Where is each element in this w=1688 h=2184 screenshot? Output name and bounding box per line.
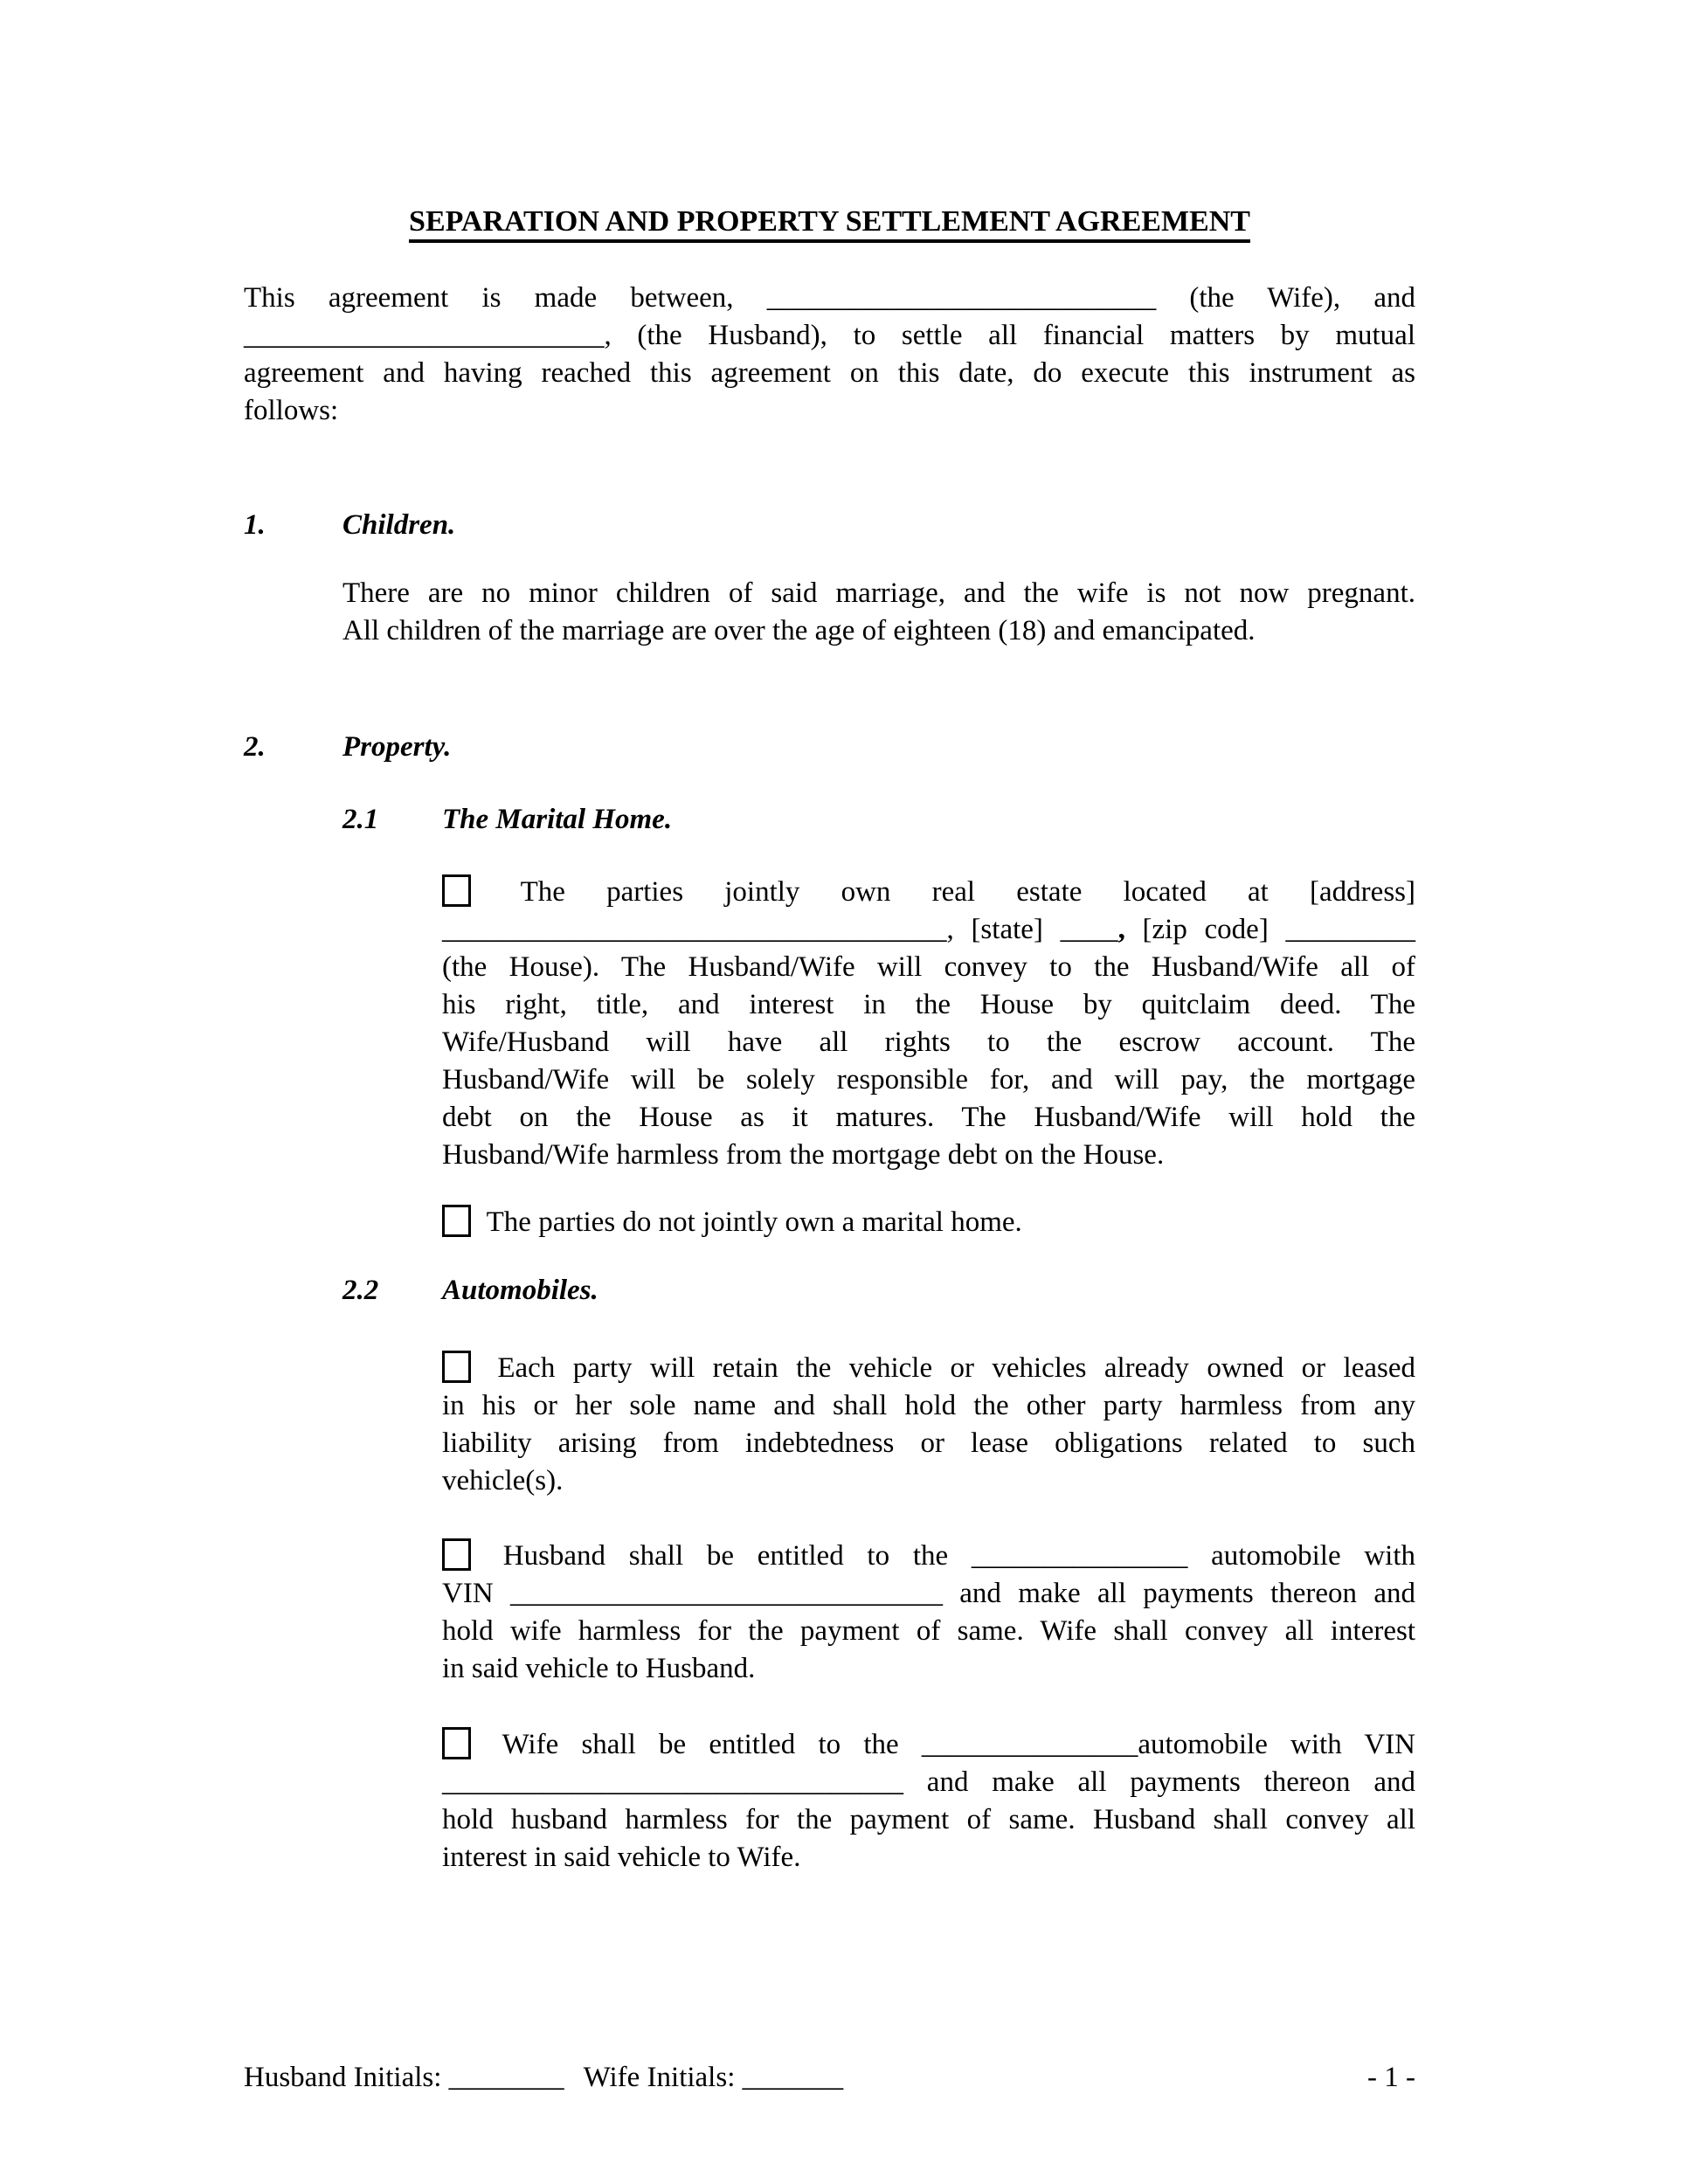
husband-vehicle-checkbox[interactable] [442, 1538, 471, 1571]
address-blank[interactable]: ___________________________________ [442, 914, 947, 945]
each-party-vehicles-paragraph [442, 1350, 1415, 1500]
husband-auto-make-blank[interactable]: _______________ [971, 1540, 1188, 1572]
intro-line-3: agreement and having reached this agreement on this date, do execute this instrument as [244, 357, 1415, 389]
husband-vehicle-line-1-post: automobile with [1187, 1540, 1415, 1572]
jointly-own-home-line-8: Husband/Wife harmless from the mortgage debt on the House. [442, 1139, 1165, 1171]
wife-vehicle-line-3: hold husband harmless for the payment of same. Husband shall convey all [442, 1804, 1415, 1835]
wife-vehicle-line-2 [442, 1764, 1415, 1801]
section-2-1-number: 2.1 [342, 804, 379, 835]
jointly-own-home-line-4: his right, title, and interest in the House by quitclaim deed. The [442, 989, 1415, 1020]
wife-vehicle-line-2-post: and make all payments thereon and [903, 1766, 1415, 1798]
section-1-number: 1. [244, 509, 266, 541]
wife-initials-label: Wife Initials: [583, 2062, 743, 2093]
document-content [244, 203, 1415, 1876]
each-party-vehicles-line-1 [442, 1350, 1415, 1387]
page-number: - 1 - [1367, 2062, 1415, 2093]
section-2-2-heading-row [342, 1272, 1415, 1310]
husband-initials-blank[interactable]: ________ [448, 2062, 564, 2093]
husband-name-blank[interactable]: _________________________ [244, 320, 605, 351]
no-marital-home-text: The parties do not jointly own a marital home. [480, 1206, 1022, 1238]
no-marital-home-paragraph [442, 1204, 1415, 1241]
section-2-2-number: 2.2 [342, 1275, 379, 1306]
document-title [244, 203, 1415, 240]
children-line-1: There are no minor children of said marriage, and the wife is not now pregnant. [342, 577, 1415, 609]
wife-name-blank[interactable]: ___________________________ [766, 282, 1157, 314]
zip-blank[interactable]: _________ [1285, 914, 1416, 945]
wife-vehicle-line-1-post: automobile with VIN [1138, 1729, 1415, 1760]
initials-row [244, 2059, 843, 2097]
section-2-1-heading-row [342, 801, 1415, 839]
section-2-heading-row [244, 729, 1415, 766]
children-line-2: All children of the marriage are over the age of eighteen (18) and emancipated. [342, 615, 1256, 646]
section-1-heading-row [244, 507, 1415, 544]
no-marital-home-checkbox[interactable] [442, 1205, 471, 1237]
intro-line-2-post: , (the Husband), to settle all financial matters by mutual [604, 320, 1415, 351]
intro-line-1-post: (the Wife), and [1156, 282, 1415, 314]
jointly-own-home-line-6: Husband/Wife will be solely responsible for, and will pay, the mortgage [442, 1064, 1415, 1095]
husband-vehicle-line-1-pre: Husband shall be entitled to the [480, 1540, 972, 1572]
intro-line-2 [244, 317, 1415, 355]
each-party-vehicles-line-4: vehicle(s). [442, 1465, 564, 1496]
each-party-vehicles-line-3: liability arising from indebtedness or lease obligations related to such [442, 1427, 1415, 1459]
husband-vehicle-line-2 [442, 1575, 1415, 1613]
husband-vin-label: VIN [442, 1578, 510, 1609]
husband-vehicle-line-3: hold wife harmless for the payment of same. Wife shall convey all interest [442, 1615, 1415, 1647]
state-blank[interactable]: ____ [1060, 914, 1118, 945]
wife-vehicle-line-4: interest in said vehicle to Wife. [442, 1842, 801, 1873]
jointly-own-home-line-2 [442, 911, 1415, 949]
zip-label: [zip code] [1124, 914, 1286, 945]
section-2-heading: Property. [342, 731, 452, 763]
jointly-own-home-line-1 [442, 874, 1415, 911]
jointly-own-home-line-7: debt on the House as it matures. The Husband/Wife will hold the [442, 1102, 1415, 1133]
state-label: , [state] [946, 914, 1061, 945]
document-title-text: SEPARATION AND PROPERTY SETTLEMENT AGREEMENT [409, 205, 1250, 243]
jointly-own-home-checkbox[interactable] [442, 874, 471, 907]
jointly-own-home-paragraph [442, 874, 1415, 1174]
each-party-retains-vehicles-checkbox[interactable] [442, 1351, 471, 1383]
wife-vin-blank[interactable]: ________________________________ [442, 1766, 903, 1798]
wife-vehicle-checkbox[interactable] [442, 1727, 471, 1759]
husband-vin-blank[interactable]: ______________________________ [509, 1578, 943, 1609]
section-1-heading: Children. [342, 509, 456, 541]
husband-vehicle-line-1 [442, 1538, 1415, 1575]
intro-paragraph [244, 280, 1415, 430]
section-2-1-heading: The Marital Home. [442, 804, 673, 835]
wife-auto-make-blank[interactable]: _______________ [921, 1729, 1138, 1760]
no-marital-home-line [442, 1204, 1415, 1241]
section-2-number: 2. [244, 731, 266, 763]
husband-initials-label: Husband Initials: [244, 2062, 449, 2093]
jointly-own-home-line-5: Wife/Husband will have all rights to the escrow account. The [442, 1026, 1415, 1058]
intro-line-1 [244, 280, 1415, 317]
intro-line-4: follows: [244, 395, 339, 426]
husband-vehicle-line-4: in said vehicle to Husband. [442, 1653, 756, 1684]
children-paragraph [342, 575, 1415, 650]
intro-line-1-pre: This agreement is made between, [244, 282, 767, 314]
wife-vehicle-paragraph [442, 1726, 1415, 1876]
jointly-own-home-text: The parties jointly own real estate located at [address] [480, 876, 1415, 908]
page-footer [244, 2059, 1415, 2097]
husband-vehicle-line-2-post: and make all payments thereon and [942, 1578, 1415, 1609]
each-party-vehicles-text: Each party will retain the vehicle or vehicles already owned or leased [480, 1352, 1415, 1384]
husband-vehicle-paragraph [442, 1538, 1415, 1688]
state-comma: , [1117, 914, 1125, 945]
wife-vehicle-line-1-pre: Wife shall be entitled to the [480, 1729, 922, 1760]
section-2-2-heading: Automobiles. [442, 1275, 598, 1306]
jointly-own-home-line-3: (the House). The Husband/Wife will convey to the Husband/Wife all of [442, 951, 1415, 983]
wife-vehicle-line-1 [442, 1726, 1415, 1764]
each-party-vehicles-line-2: in his or her sole name and shall hold the other party harmless from any [442, 1390, 1415, 1421]
wife-initials-blank[interactable]: _______ [742, 2062, 844, 2093]
